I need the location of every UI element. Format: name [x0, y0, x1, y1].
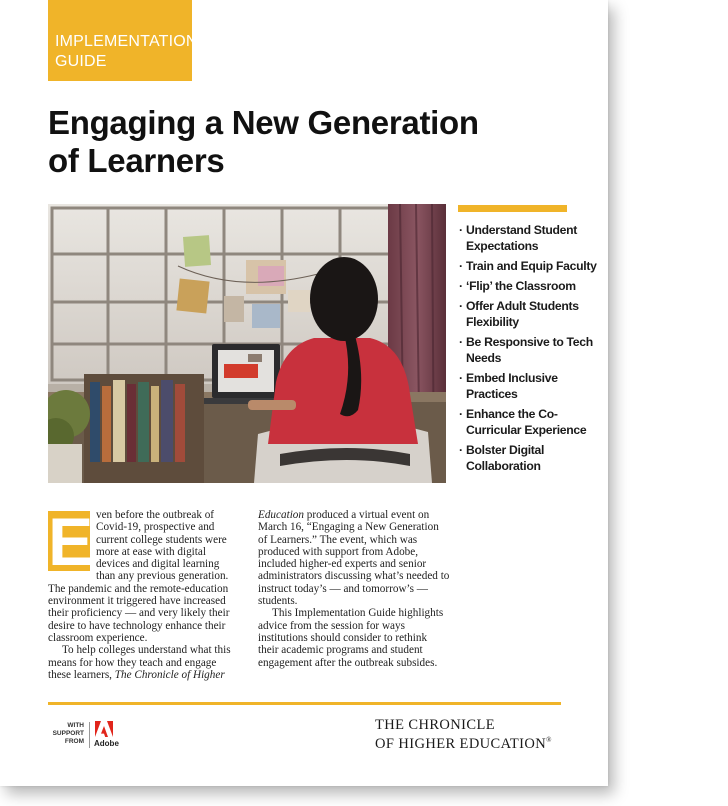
sidebar-accent-rule — [458, 205, 567, 212]
list-item: · Embed Inclusive Practices — [459, 371, 558, 401]
list-item: · Train and Equip Faculty — [459, 259, 597, 273]
list-item: · Bolster Digital Collaboration — [459, 443, 545, 473]
list-item: · Enhance the Co-Curricular Experience — [459, 407, 587, 437]
adobe-logo-icon — [95, 721, 113, 737]
article-paragraph: Education produced a virtual event on March 16, “Engaging a New Generation of Learners.” The event, which was produced with support from Adobe, included higher-ed experts and senior administrators discussing what’s needed to instruct today’s — and tomorrow’s — students. — [258, 509, 450, 608]
article-paragraph: ven before the outbreak of Covid-19, prospective and current college students were more at ease with digital devices and digital learning than any previous generation. The pandemic and the remote-education environment it triggered have increased their proficiency — and very likely their desire to have technology enhance their classroom experience. — [48, 509, 230, 644]
footer-divider — [89, 722, 90, 748]
list-item: · ‘Flip’ the Classroom — [459, 279, 576, 293]
drop-cap: E — [48, 504, 94, 580]
list-item: · Understand Student Expectations — [459, 223, 578, 253]
article-column-1 — [48, 504, 238, 681]
list-item: · Be Responsive to Tech Needs — [459, 335, 593, 365]
page-title: Engaging a New Generation of Learners — [48, 104, 479, 179]
article-column-2 — [258, 509, 450, 669]
sponsor-name: Adobe — [94, 739, 119, 748]
article-paragraph: To help colleges understand what this means for how they teach and engage these learners, The Chronicle of Higher — [48, 644, 231, 681]
list-item: · Offer Adult Students Flexibility — [459, 299, 579, 329]
implementation-guide-banner — [48, 0, 198, 81]
chronicle-logo: THE CHRONICLE OF HIGHER EDUCATION® — [375, 717, 552, 752]
banner-label: IMPLEMENTATION GUIDE — [55, 33, 198, 70]
student-at-laptop-photo — [48, 204, 446, 483]
article-paragraph: This Implementation Guide highlights advice from the session for ways institutions should consider to rethink their academic programs and student engagement after the outbreak subsides. — [258, 607, 444, 669]
key-takeaways-list — [460, 222, 600, 478]
support-credit: WITH SUPPORT FROM — [52, 722, 84, 745]
footer-accent-rule — [48, 702, 561, 705]
